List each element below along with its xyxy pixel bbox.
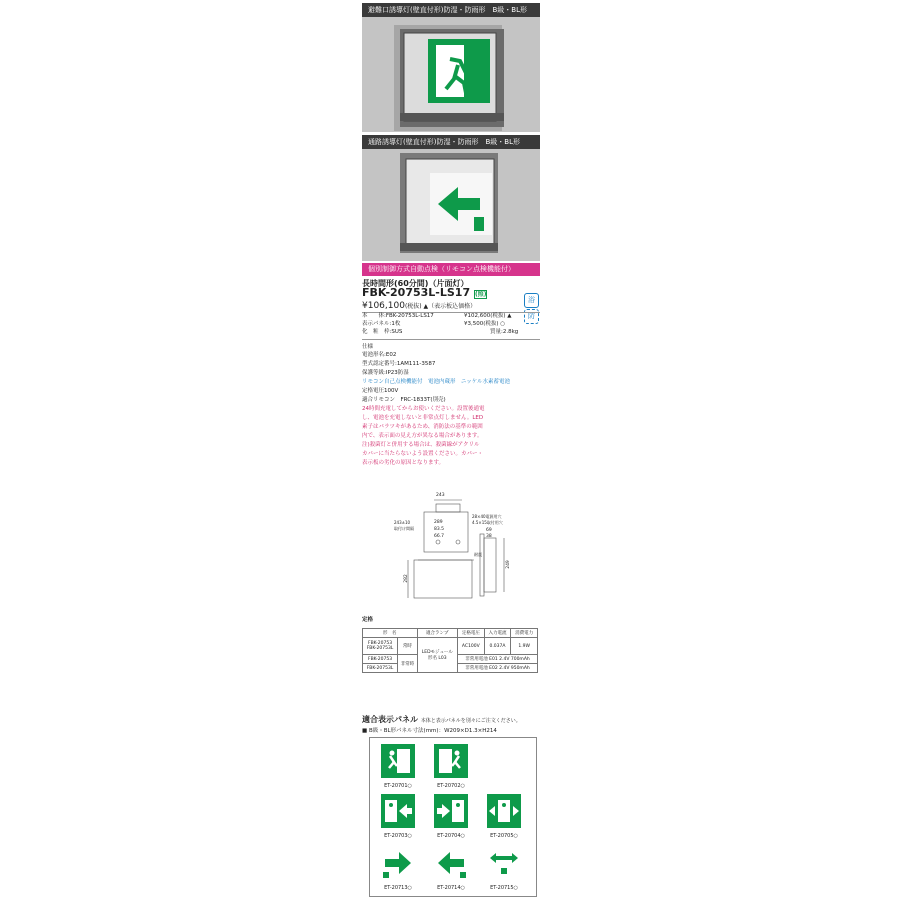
- table-header: 消費電力: [511, 629, 538, 638]
- exit-runner-arrow-left-icon: [434, 794, 468, 828]
- dim-label: 243±10: [394, 520, 411, 525]
- table-cell: 非常用電池 E01 2.4V 700mAh: [458, 655, 538, 664]
- table-cell: AC100V: [458, 638, 485, 655]
- table-row: [363, 629, 538, 638]
- divider: [362, 339, 540, 340]
- product-header-path: 通路誘導灯(壁直付形)防湿・防雨形 B級・BL形: [362, 135, 540, 149]
- rating-title: 定格: [362, 617, 374, 623]
- panel-item[interactable]: [434, 744, 468, 789]
- exit-runner-arrow-both-icon: [487, 794, 521, 828]
- rating-table: [362, 628, 538, 673]
- dim-label: 69: [486, 528, 492, 533]
- model-number: [362, 286, 487, 299]
- table-cell: FBK-20753 FBK-20753L: [363, 638, 398, 655]
- price-main: ¥106,100: [362, 301, 405, 311]
- panel-code: ET-20704○: [437, 833, 465, 839]
- panel-item[interactable]: [381, 846, 415, 891]
- panel-code: ET-20701○: [384, 783, 412, 789]
- table-header: 形 名: [363, 629, 418, 638]
- panel-size-note: ■ B級・BL形パネル寸法(mm)：W209×D1.3×H214: [362, 728, 497, 734]
- arrow-right-icon: [381, 846, 415, 880]
- spec-line: 電池形名:E02: [362, 352, 397, 358]
- dim-label: 282: [403, 574, 409, 583]
- dim-label: 取付け間隔: [394, 526, 414, 531]
- table-cell: 非常時: [398, 655, 418, 673]
- dim-label: 243: [436, 493, 445, 498]
- notice-line: 内で、表示面の見え方が異なる場合があります。: [362, 433, 483, 439]
- panel-code: ET-20715○: [490, 885, 518, 891]
- table-header: 入力電流: [484, 629, 511, 638]
- table-cell: 常時: [398, 638, 418, 655]
- panel-item[interactable]: [381, 794, 415, 839]
- product-photo-path: [362, 149, 540, 261]
- part-panel-label: 表示パネル:1枚: [362, 321, 401, 327]
- dim-label: 289: [434, 520, 443, 525]
- product-subtitle: 長時間形(60分間)（片面灯）: [362, 279, 469, 288]
- panel-code: ET-20702○: [437, 783, 465, 789]
- dim-label: 38: [486, 534, 492, 539]
- panels-title: [362, 714, 521, 725]
- model-code: FBK-20753L-LS17: [362, 286, 471, 299]
- arrow-both-icon: [487, 846, 521, 880]
- table-cell: FBK-20753L: [363, 664, 398, 673]
- notice-line: 素子はバラツキがあるため、消防法の基準の範囲: [362, 424, 483, 430]
- dim-label: 4.5×15取付用穴: [472, 520, 503, 525]
- dim-label: 249: [505, 560, 511, 569]
- arrow-left-icon: [434, 846, 468, 880]
- price-line: [362, 301, 476, 311]
- notice-line: 注)殺菌灯と併用する場合は、殺菌線がアクリル: [362, 442, 480, 448]
- spec-line: 保護等級:IP23防湿: [362, 370, 409, 376]
- product-photo-exit: [362, 17, 540, 132]
- panels-title-text: 適合表示パネル: [362, 715, 418, 724]
- table-cell: 0.037A: [484, 638, 511, 655]
- notice-line: カバーに当たらないよう設置ください。カバー・: [362, 451, 484, 457]
- exit-runner-left-icon: [381, 744, 415, 778]
- feature-banner: 個別制御方式自動点検（リモコン点検機能付）: [362, 263, 540, 276]
- panel-code: ET-20713○: [384, 885, 412, 891]
- table-header: 適合ランプ: [417, 629, 457, 638]
- remote-check-icon: [524, 293, 539, 308]
- spec-line: 型式認定番号:1AM111-3587: [362, 361, 436, 367]
- panel-item[interactable]: [434, 794, 468, 839]
- panel-code: ET-20714○: [437, 885, 465, 891]
- dim-label: 66.7: [434, 534, 445, 539]
- panel-code: ET-20703○: [384, 833, 412, 839]
- table-cell: FBK-20753: [363, 655, 398, 664]
- part-panel-price: ¥3,500(税抜) ○: [464, 321, 506, 327]
- panel-item[interactable]: [434, 846, 468, 891]
- exit-runner-arrow-right-icon: [381, 794, 415, 828]
- exit-runner-right-icon: [434, 744, 468, 778]
- part-frame-label: 化 粧 枠:SUS: [362, 329, 403, 335]
- notice-line: 24時間充電してからお使いください。設置後通電: [362, 406, 485, 412]
- dim-label: 耐震: [474, 552, 482, 557]
- table-cell: LEDモジュール 形名 L03: [417, 638, 457, 673]
- notice-line: し、電池を充電しないと非常点灯しません。LED: [362, 415, 484, 421]
- panel-item[interactable]: [381, 744, 415, 789]
- part-body-label: 本 体:FBK-20753L-LS17: [362, 313, 434, 319]
- spec-line: 適合リモコン FRC-1833T(別売): [362, 397, 446, 403]
- panel-item[interactable]: [487, 794, 521, 839]
- table-row: [363, 638, 538, 655]
- table-cell: 非常用電池 E02 2.4V 950mAh: [458, 664, 538, 673]
- spec-title: 仕様: [362, 344, 374, 350]
- spec-features: リモコン自己点検機能付 電池内蔵形 ニッケル水素蓄電池: [362, 379, 511, 385]
- panel-item[interactable]: [487, 846, 521, 891]
- remote-check-label: 浴: [528, 296, 535, 304]
- part-weight: 質量:2.8kg: [490, 329, 519, 335]
- model-badge: (照): [474, 291, 487, 298]
- dimension-drawing: [362, 492, 540, 602]
- panels-title-note: 本体と表示パネルを別々にご注文ください。: [420, 718, 521, 724]
- part-body-price: ¥102,600(税抜) ▲: [464, 313, 512, 319]
- notice-line: 表示板の劣化の原因となります。: [362, 460, 445, 466]
- table-cell: 1.9W: [511, 638, 538, 655]
- dim-label: 28×40電源用穴: [472, 514, 502, 519]
- dim-label: 83.5: [434, 527, 445, 532]
- spec-line: 定格電圧100V: [362, 388, 399, 394]
- table-header: 定格電圧: [458, 629, 485, 638]
- product-header-exit: 避難口誘導灯(壁直付形)防湿・防雨形 B級・BL形: [362, 3, 540, 17]
- panel-gallery: [369, 737, 537, 897]
- panel-code: ET-20705○: [490, 833, 518, 839]
- waterproof-label: 防: [528, 312, 535, 320]
- price-tax-note: (税抜) ▲（表示板込価格）: [404, 303, 477, 310]
